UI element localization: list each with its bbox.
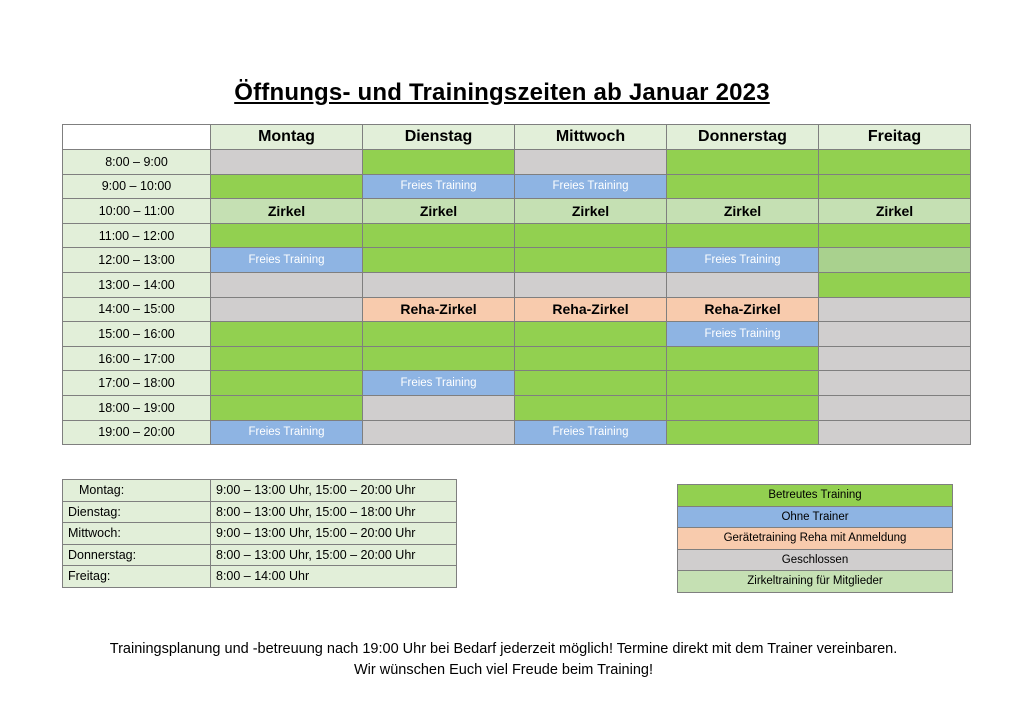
time-slot: 14:00 – 15:00 — [63, 297, 211, 322]
schedule-cell-green — [819, 174, 971, 199]
schedule-cell-lgreen: Zirkel — [515, 199, 667, 224]
schedule-cell-green — [363, 223, 515, 248]
schedule-cell-lgreen: Zirkel — [363, 199, 515, 224]
schedule-cell-green — [667, 371, 819, 396]
schedule-cell-grey — [363, 395, 515, 420]
schedule-cell-green — [515, 395, 667, 420]
schedule-cell-green — [667, 346, 819, 371]
schedule-cell-grey — [515, 272, 667, 297]
opening-hours-row — [63, 544, 457, 566]
legend-item-reha: Gerätetraining Reha mit Anmeldung — [678, 528, 953, 550]
day-header: Donnerstag — [667, 125, 819, 150]
schedule-cell-peach: Reha-Zirkel — [363, 297, 515, 322]
schedule-row — [63, 150, 971, 175]
schedule-cell-grey — [667, 272, 819, 297]
corner-cell — [63, 125, 211, 150]
schedule-cell-green — [363, 346, 515, 371]
schedule-cell-blue: Freies Training — [515, 420, 667, 445]
schedule-cell-grey — [515, 150, 667, 175]
opening-day: Mittwoch: — [63, 523, 211, 545]
schedule-cell-lgreen: Zirkel — [667, 199, 819, 224]
time-slot: 17:00 – 18:00 — [63, 371, 211, 396]
schedule-cell-grey — [819, 322, 971, 347]
schedule-row — [63, 297, 971, 322]
schedule-cell-grey — [363, 420, 515, 445]
day-header: Dienstag — [363, 125, 515, 150]
schedule-cell-blue: Freies Training — [363, 371, 515, 396]
opening-day: Freitag: — [63, 566, 211, 588]
schedule-cell-green — [667, 420, 819, 445]
schedule-cell-mgreen — [819, 248, 971, 273]
schedule-row — [63, 322, 971, 347]
schedule-cell-green — [211, 322, 363, 347]
legend-item-betreutes-training: Betreutes Training — [678, 485, 953, 507]
opening-hours-row — [63, 566, 457, 588]
schedule-cell-green — [819, 272, 971, 297]
schedule-cell-green — [211, 223, 363, 248]
schedule-cell-grey — [819, 420, 971, 445]
page-title: Öffnungs- und Trainingszeiten ab Januar 2023 — [234, 79, 770, 106]
schedule-cell-lgreen: Zirkel — [819, 199, 971, 224]
schedule-cell-blue: Freies Training — [211, 420, 363, 445]
schedule-row — [63, 248, 971, 273]
schedule-row — [63, 174, 971, 199]
time-slot: 13:00 – 14:00 — [63, 272, 211, 297]
schedule-cell-green — [515, 322, 667, 347]
day-header: Mittwoch — [515, 125, 667, 150]
opening-hours-row — [63, 501, 457, 523]
opening-time: 8:00 – 13:00 Uhr, 15:00 – 18:00 Uhr — [211, 501, 457, 523]
schedule-row — [63, 346, 971, 371]
schedule-cell-green — [363, 248, 515, 273]
schedule-cell-green — [819, 223, 971, 248]
opening-day: Donnerstag: — [63, 544, 211, 566]
schedule-cell-green — [211, 346, 363, 371]
time-slot: 18:00 – 19:00 — [63, 395, 211, 420]
time-slot: 16:00 – 17:00 — [63, 346, 211, 371]
schedule-cell-green — [667, 223, 819, 248]
opening-day: Montag: — [63, 480, 211, 502]
footer-greeting: Wir wünschen Euch viel Freude beim Training! — [354, 662, 653, 678]
legend-item-geschlossen: Geschlossen — [678, 549, 953, 571]
schedule-cell-green — [515, 248, 667, 273]
schedule-table — [62, 124, 971, 445]
schedule-cell-green — [211, 395, 363, 420]
schedule-row — [63, 395, 971, 420]
schedule-cell-green — [363, 150, 515, 175]
day-header: Montag — [211, 125, 363, 150]
legend-item-ohne-trainer: Ohne Trainer — [678, 506, 953, 528]
schedule-cell-green — [667, 174, 819, 199]
schedule-cell-green — [515, 223, 667, 248]
opening-time: 8:00 – 14:00 Uhr — [211, 566, 457, 588]
schedule-cell-grey — [819, 395, 971, 420]
footer-note: Trainingsplanung und -betreuung nach 19:00 Uhr bei Bedarf jederzeit möglich! Termine direkt mit dem Trainer vereinbaren. — [109, 641, 898, 657]
schedule-cell-blue: Freies Training — [363, 174, 515, 199]
schedule-cell-lgreen: Zirkel — [211, 199, 363, 224]
opening-hours-row — [63, 480, 457, 502]
schedule-cell-grey — [211, 272, 363, 297]
schedule-row — [63, 420, 971, 445]
time-slot: 12:00 – 13:00 — [63, 248, 211, 273]
schedule-cell-green — [667, 395, 819, 420]
schedule-row — [63, 199, 971, 224]
legend-table — [677, 484, 953, 593]
schedule-header-row — [63, 125, 971, 150]
schedule-cell-grey — [211, 297, 363, 322]
schedule-cell-green — [515, 371, 667, 396]
opening-hours-row — [63, 523, 457, 545]
schedule-cell-green — [363, 322, 515, 347]
schedule-cell-blue: Freies Training — [667, 322, 819, 347]
legend-item-zirkeltraining: Zirkeltraining für Mitglieder — [678, 571, 953, 593]
opening-hours-table — [62, 479, 457, 588]
time-slot: 15:00 – 16:00 — [63, 322, 211, 347]
schedule-row — [63, 371, 971, 396]
opening-day: Dienstag: — [63, 501, 211, 523]
schedule-cell-blue: Freies Training — [667, 248, 819, 273]
time-slot: 8:00 – 9:00 — [63, 150, 211, 175]
schedule-cell-green — [819, 150, 971, 175]
schedule-cell-grey — [819, 297, 971, 322]
schedule-cell-blue: Freies Training — [211, 248, 363, 273]
schedule-cell-grey — [819, 346, 971, 371]
schedule-cell-grey — [819, 371, 971, 396]
schedule-cell-grey — [211, 150, 363, 175]
time-slot: 10:00 – 11:00 — [63, 199, 211, 224]
day-header: Freitag — [819, 125, 971, 150]
opening-time: 8:00 – 13:00 Uhr, 15:00 – 20:00 Uhr — [211, 544, 457, 566]
schedule-row — [63, 223, 971, 248]
time-slot: 9:00 – 10:00 — [63, 174, 211, 199]
opening-time: 9:00 – 13:00 Uhr, 15:00 – 20:00 Uhr — [211, 480, 457, 502]
time-slot: 19:00 – 20:00 — [63, 420, 211, 445]
time-slot: 11:00 – 12:00 — [63, 223, 211, 248]
schedule-cell-blue: Freies Training — [515, 174, 667, 199]
schedule-cell-grey — [363, 272, 515, 297]
schedule-cell-peach: Reha-Zirkel — [667, 297, 819, 322]
schedule-cell-green — [211, 174, 363, 199]
schedule-cell-green — [211, 371, 363, 396]
schedule-cell-green — [667, 150, 819, 175]
schedule-cell-peach: Reha-Zirkel — [515, 297, 667, 322]
schedule-cell-green — [515, 346, 667, 371]
opening-time: 9:00 – 13:00 Uhr, 15:00 – 20:00 Uhr — [211, 523, 457, 545]
schedule-row — [63, 272, 971, 297]
